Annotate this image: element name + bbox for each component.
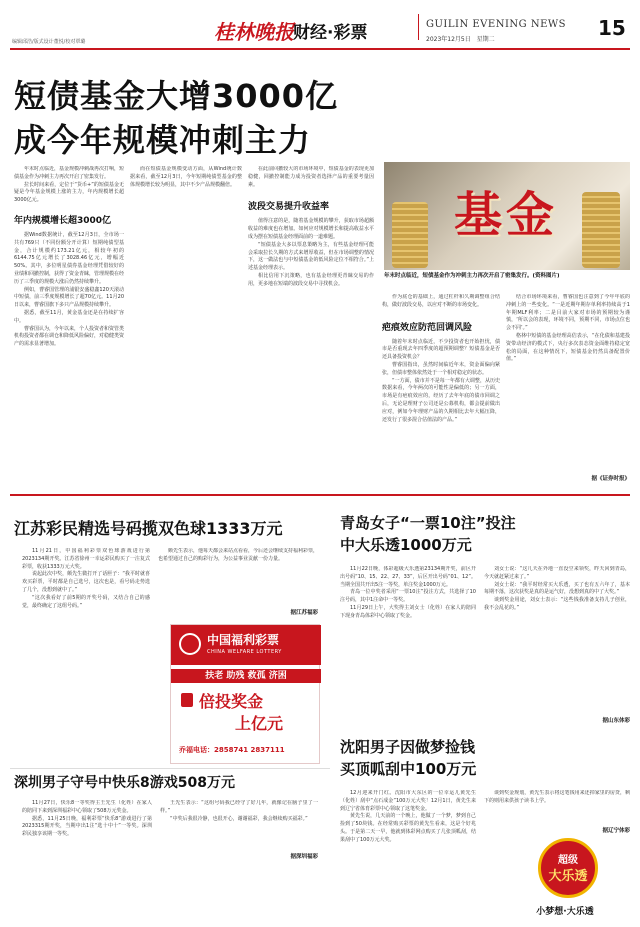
jiangsu-p2: 说起此次中奖，颇先生微打开了话匣子：“我平时就喜欢买彩票，平时都是自己选号，这次也是，看号码走势选了几个，没想到就中了。” xyxy=(22,571,150,593)
qingdao-p3: 11月29日上午，大奖得主刘女士（化姓）在家人的陪同下现身青岛体彩中心领取了奖金。 xyxy=(340,604,476,619)
qingdao-credit: 据山东体彩 xyxy=(602,718,630,724)
lead-p8: “短债基金大多以票息策略为主，有些基金经理可能会采取拉长久期的方式来增厚收益，但在市场调整的情况下，这一做法也与中短债基金的低风险定位不相符合。”上述基金经理表示。 xyxy=(248,241,374,272)
lead-p16: 格林中短债的基金经理高佶表示，“在化债和基建投资带动经济的模式下，央行多次表态资金面维持稳定宽松的局面，在这种情况下，短债基金仍然具备配置价值。” xyxy=(506,332,630,363)
lead-intro: 年末时点临近，基金规模冲刺战再次打响，短债基金作为冲刺主力再次开启了密集发行。 xyxy=(14,166,124,180)
lead-sub2: 波段交易提升收益率 xyxy=(248,202,330,213)
shenyang-p3: 谈到奖金规划，黄先生表示将这笔钱用来还掉家里的房贷，剩下的则用来供孩子读书上学。 xyxy=(484,790,630,804)
qingdao-title-line1: 青岛女子“一票10注”投注 xyxy=(340,514,516,532)
daletou-badge xyxy=(538,838,598,898)
fucai-promo2: 上亿元 xyxy=(235,714,284,733)
jiangsu-p4: 颇先生表示，他每天都会来站点看看，今后还会继续支持福利彩票，也希望通过自己的购彩行为，为公益事业贡献一份力量。 xyxy=(158,548,318,562)
lead-col-3 xyxy=(248,166,374,486)
story-shenyang-col2 xyxy=(484,790,630,826)
story-shenzhen-title: 深圳男子守号中快乐8游戏508万元 xyxy=(14,775,235,791)
shenzhen-p4: “中奖后我很冷静，也很开心，谢谢福彩，我会继续购买福彩。” xyxy=(170,815,308,822)
lead-p12: 随着年末时点临近，不少投资者也开始担忧，债市是否重现去年四季度的超预期调整？短债基金是否还具备投资机会？ xyxy=(382,338,500,361)
page-number: 15 xyxy=(598,16,626,40)
lead-title xyxy=(14,74,374,162)
fucai-logo-icon xyxy=(179,633,201,655)
coin-stack-right xyxy=(582,192,620,268)
fucai-hotline-number: 2858741 2837111 xyxy=(214,746,285,754)
story-shenzhen-col1 xyxy=(22,800,152,920)
shenzhen-divider xyxy=(10,768,330,769)
editor-note: 编辑邱浩/版式设计董悦/校对覃璐 xyxy=(12,39,86,45)
fucai-brand-en: CHINA WELFARE LOTTERY xyxy=(207,649,282,655)
section-name: 财经·彩票 xyxy=(293,23,368,43)
lead-title-line1: 短债基金大增3000亿 xyxy=(14,77,339,115)
fucai-promo: 倍投奖金 xyxy=(199,692,264,711)
hero-image-label: 基金 xyxy=(454,187,559,243)
lead-col-4 xyxy=(382,294,500,486)
shenyang-credit: 据辽宁体彩 xyxy=(602,828,630,834)
fucai-brand: 中国福利彩票 xyxy=(207,633,280,647)
lead-p7: 值得注意的是，随着基金规模的攀升，获取市场超额收益的难度也在增加。如何应对规模增长和提高收益水平成为摆在短债基金经理面前的一道难题。 xyxy=(248,218,374,240)
lead-p11: 作为底仓的基础上，通过杠杆和久期调整组合结构，做好波段交易，以应对不断的市场变化。 xyxy=(382,294,500,308)
date-text: 2023年12月5日 xyxy=(426,36,471,43)
image-caption: 年末时点临近，短债基金作为冲刺主力再次开启了密集发行。(资料图片) xyxy=(384,273,560,279)
daletou-top: 超级 xyxy=(558,855,578,866)
shenzhen-p3: 王先生表示：“这组号码我已经守了好几年，就像记在脑子里了一样。” xyxy=(160,800,318,814)
fucai-badge-icon xyxy=(181,693,193,707)
story-qingdao-col2 xyxy=(484,566,630,714)
daletou-slogan: 小梦想·大乐透 xyxy=(536,907,594,917)
lead-col-1 xyxy=(14,166,124,486)
lead-p5: 曹睿国认为，今年以来，个人投资者和资管类机构投资者都在调仓和降低风险偏好，对稳健类资产的需求显著增加。 xyxy=(14,325,124,348)
shenyang-title-line1: 沈阳男子因做梦捡钱 xyxy=(340,738,476,756)
lead-p4: 据悉，截至11月，黄金基金还是在持续扩容中。 xyxy=(14,309,124,324)
jiangsu-p1: 11月21日，中国福利彩票双色球游戏进行第2023134期开奖。江苏省徐州一幸运彩民购买了一注复式彩票，收获1333万元大奖。 xyxy=(22,548,150,570)
lead-p15: 结合市场环境来看，曹睿国也注意到了今年年底的冲刺上的一些变化。“一是近期年期存单利率持续高于1年期MLF利率；二是目前大家对市场的预期较为谨慎，‘所以会的表现，环境不同，预期不同，市场点位也会不同’。” xyxy=(506,294,630,332)
shenzhen-credit: 据深圳福彩 xyxy=(290,854,318,860)
qingdao-p2: 青岛一位中奖者采用“一票10注”投注方式，共选择了10注号码，其中1注命中一等奖。 xyxy=(340,589,476,604)
fucai-slogan: 扶老 助残 救孤 济困 xyxy=(171,669,321,683)
ad-fucai xyxy=(170,624,320,764)
story-qingdao-title xyxy=(340,512,630,556)
shenyang-p2: 黄先生说，几天前的一个晚上，他做了一个梦，梦到自己捡到了50块钱。在经常购买彩票的黄先生看来，这是个好兆头。于是第二天一早，他就到体彩网点购买了几张顶呱刮，结果刮中了100万元大奖。 xyxy=(340,813,476,843)
lead-col-2 xyxy=(130,166,242,486)
ad-daletou xyxy=(500,838,630,924)
lead-p8-pre: 在此前回撤较大的市场环境中，短债基金的表现更加稳健，回撤控制能力成为投资者选择产品的重要考量因素。 xyxy=(248,166,374,188)
lead-col-5 xyxy=(506,294,630,474)
lead-p9: 相比信用下沉策略，也有基金经理更青睐交易的作用，更多地在短端的波段交易中寻找机会。 xyxy=(248,272,374,287)
lead-sub3: 疤痕效应防范回调风险 xyxy=(382,322,473,333)
qingdao-p1: 11月22日晚，体彩超级大乐透第23134期开奖，前区开出号码“10、15、22、27、33”，后区开出号码“01、12”。当期全国共开出5注一等奖，单注奖金1000万元。 xyxy=(340,566,476,588)
story-jiangsu-title: 江苏彩民精选号码揽双色球1333万元 xyxy=(14,519,283,538)
story-shenyang-col1 xyxy=(340,790,476,920)
story-jiangsu-col2 xyxy=(158,548,318,608)
story-shenzhen-col2 xyxy=(160,800,318,850)
header-rule xyxy=(10,48,630,50)
qingdao-title-line2: 中大乐透1000万元 xyxy=(340,536,472,554)
lead-p3: 例如，曹睿国管理的浦银安盛稳鑫120天滚动中短债，前三季度规模增长了超70亿元。11月20日以来，曹睿国旗下多只产品规模持续攀升。 xyxy=(14,286,124,309)
lead-p14: “一方面，债市并不是每一年都有大调整，从历史数据来看，今年两次的可能性是偏低的；另一方面，市场是有疤痕效应的，经历了去年年底的债市回调之后，无论是理财子公司还是公募机构，都会提前做出应对，例如今年理财产品的久期相比去年大幅压降，还发行了很多混合估值法的产品。” xyxy=(382,377,500,423)
lead-credit: 据《证券时报》 xyxy=(591,476,630,482)
jiangsu-credit: 据江苏福彩 xyxy=(290,610,318,616)
fucai-hotline xyxy=(179,745,315,755)
story-qingdao-col1 xyxy=(340,566,476,720)
lead-sub1: 年内规模增长超3000亿 xyxy=(14,215,112,226)
shenzhen-p1: 11月27日，快乐8一等奖得主王先生（化姓）在家人的陪同下来到深圳福彩中心领取了508万元奖金。 xyxy=(22,800,152,814)
page-header xyxy=(0,0,640,52)
lead-title-line2: 成今年规模冲刺主力 xyxy=(14,121,312,159)
jiangsu-p3: “这次我看好了前5期的开奖号码，又结合自己的感觉，最终确定了这组号码。” xyxy=(22,594,150,609)
qingdao-p5: 刘女士说：“我平时经常买大乐透，买了也有五六年了，基本每期不落，这次获奖是真的是运气好，没想到真的中了大奖。” xyxy=(484,581,630,596)
fucai-header xyxy=(171,625,321,665)
english-title: GUILIN EVENING NEWS xyxy=(426,19,567,30)
issue-date xyxy=(426,34,495,43)
qingdao-p6: 谈到奖金用途，刘女士表示：“这些钱我准备支持儿子创业，我不会乱花的。” xyxy=(484,597,630,611)
story-shenyang-title xyxy=(340,736,630,780)
fucai-promo-box xyxy=(181,689,311,737)
header-divider xyxy=(418,14,419,40)
fucai-hotline-label: 乔福电话： xyxy=(179,746,214,754)
story-jiangsu-col1 xyxy=(22,548,150,778)
lead-p6: 而在短债基金规模变动方面，从Wind统计数据来看，截至12月3日，今年短期纯债型基金的整体规模增长较为明显，其中不少产品规模翻倍。 xyxy=(130,166,242,188)
daletou-main: 大乐透 xyxy=(548,869,588,884)
shenyang-p1: 12月迎来开门红。沈阳市大东区的一位幸运儿黄先生（化姓）刮中“点石成金”100万元大奖！12月1日，黄先生来到辽宁省体育彩票中心领取了这笔奖金。 xyxy=(340,790,476,812)
hero-image xyxy=(384,162,630,270)
weekday-text: 星期二 xyxy=(476,36,495,43)
lead-p1: 拉长时间来看，定位于“货币+”的短债基金无疑是今年基金规模上涨的主力，年内规模增长超3000亿元。 xyxy=(14,181,124,204)
coin-stack-left xyxy=(392,202,428,268)
lead-p2: 据Wind数据统计，截至12月3日，全市场一共有769只（不同份额分开计算）短期纯债型基金，合计规模约173.21亿元，相较年初的6144.75亿元增长了3028.46亿元，增幅近50%。其中，多位明星债券基金经理凭借较好的业绩和回撤控制，获得了资金青睐，管理规模在经历了三季度的规模大涨后仍然持续攀升。 xyxy=(14,231,124,285)
shenzhen-p2: 据悉，11月25日晚，福利彩票“快乐8”游戏进行了第2023315期开奖，当期中出1注“选十中十”一等奖。深圳彩民独享该期一等奖。 xyxy=(22,815,152,838)
qingdao-p4: 刘女士说：“这几天在外地一直没空来领奖，昨天回到青岛，今天就赶紧过来了。” xyxy=(484,566,630,580)
masthead-logo: 桂林晚报 xyxy=(214,20,294,44)
lead-p13: 曹睿国指出，虽然时间临近年末，资金面偏向紧张，但债市整体依然处于一个相对稳定的状态。 xyxy=(382,361,500,376)
shenyang-title-line2: 买顶呱刮中100万元 xyxy=(340,760,477,778)
section-divider xyxy=(10,494,630,496)
